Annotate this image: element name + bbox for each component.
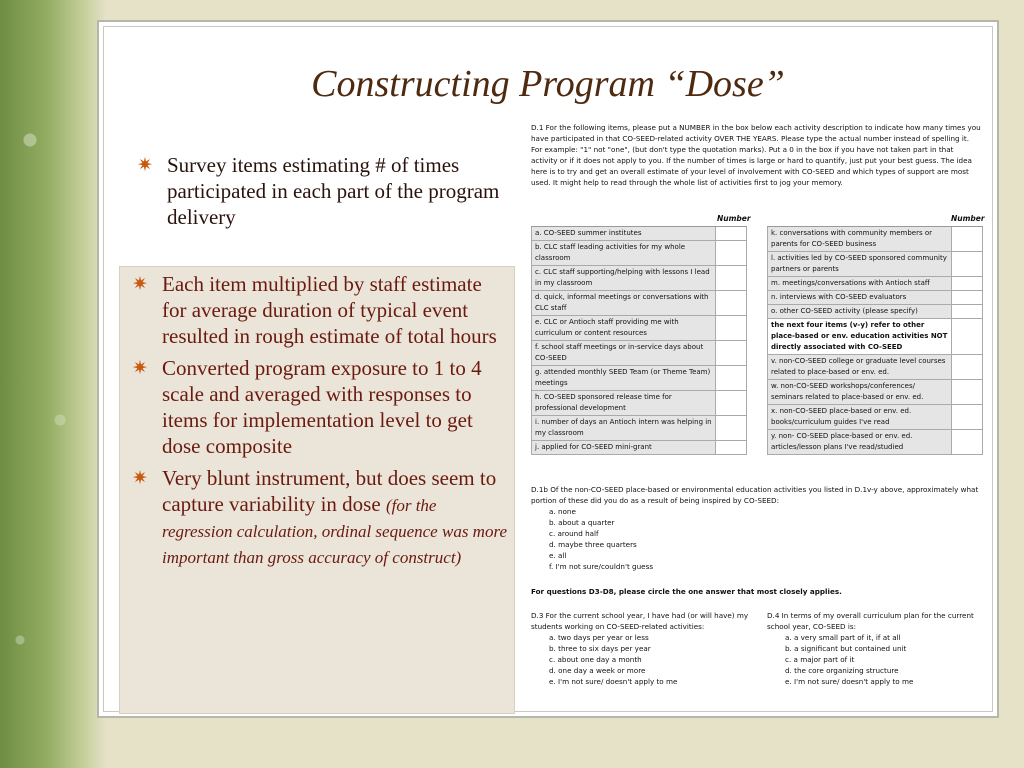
- activity-label: l. activities led by CO-SEED sponsored community partners or parents: [767, 252, 951, 276]
- table-row: [531, 441, 747, 455]
- number-input-box[interactable]: [951, 405, 983, 429]
- activity-label: i. number of days an Antioch intern was helping in my classroom: [531, 416, 715, 440]
- question-d1b: [531, 484, 981, 572]
- table-row: [767, 319, 983, 355]
- bullet-text: Converted program exposure to 1 to 4 scale and averaged with responses to items for implementation level to get dose composite: [162, 356, 482, 458]
- bullet-item: [129, 152, 519, 230]
- answer-option: f. I'm not sure/couldn't guess: [549, 562, 654, 571]
- bullet-note: (for the regression calculation, ordinal sequence was more important than gross accuracy of construct): [162, 496, 507, 567]
- number-input-box[interactable]: [715, 291, 747, 315]
- survey-form-image: [531, 122, 983, 712]
- answer-option: d. the core organizing structure: [785, 666, 899, 675]
- number-input-box[interactable]: [715, 441, 747, 454]
- left-activity-table: [531, 226, 747, 455]
- table-row: [531, 391, 747, 416]
- activity-label: n. interviews with CO-SEED evaluators: [767, 291, 951, 304]
- starburst-icon: ✷: [137, 155, 153, 176]
- table-row: [531, 366, 747, 391]
- table-row: [767, 305, 983, 319]
- bullet-item: [124, 271, 510, 349]
- number-input-box[interactable]: [715, 266, 747, 290]
- activity-label: w. non-CO-SEED workshops/conferences/ seminars related to place-based or env. ed.: [767, 380, 951, 404]
- highlight-box: [119, 266, 515, 714]
- number-column-label: Number: [717, 214, 751, 223]
- question-text: D.3 For the current school year, I have had (or will have) my students working on CO-SEED-related activities:: [531, 611, 749, 631]
- question-text: D.1b Of the non-CO-SEED place-based or environmental education activities you listed in D.1v-y above, approximately what portion of these did you do as a result of being inspired by CO-SEED:: [531, 485, 979, 505]
- starburst-icon: ✷: [132, 468, 148, 489]
- activity-label: f. school staff meetings or in-service days about CO-SEED: [531, 341, 715, 365]
- bullet-item: [124, 465, 510, 569]
- table-row: [767, 430, 983, 455]
- table-row: [531, 227, 747, 241]
- table-row: [531, 291, 747, 316]
- answer-option: a. none: [549, 507, 576, 516]
- activity-label: h. CO-SEED sponsored release time for professional development: [531, 391, 715, 415]
- number-input-box[interactable]: [715, 391, 747, 415]
- activity-label: y. non- CO-SEED place-based or env. ed. articles/lesson plans I've read/studied: [767, 430, 951, 454]
- answer-option: a. two days per year or less: [549, 633, 649, 642]
- bullet-text: Survey items estimating # of times participated in each part of the program delivery: [167, 153, 500, 229]
- number-input-box[interactable]: [715, 227, 747, 240]
- starburst-icon: ✷: [132, 274, 148, 295]
- top-bullet-list: [129, 152, 519, 236]
- number-input-box[interactable]: [715, 341, 747, 365]
- number-input-box[interactable]: [951, 277, 983, 290]
- question-d3: [531, 610, 753, 687]
- number-input-box[interactable]: [951, 305, 983, 318]
- activity-label: x. non-CO-SEED place-based or env. ed. books/curriculum guides I've read: [767, 405, 951, 429]
- activity-label: b. CLC staff leading activities for my whole classroom: [531, 241, 715, 265]
- answer-option: c. about one day a month: [549, 655, 642, 664]
- answer-option: e. I'm not sure/ doesn't apply to me: [549, 677, 678, 686]
- activity-label: c. CLC staff supporting/helping with lessons I lead in my classroom: [531, 266, 715, 290]
- activity-label: g. attended monthly SEED Team (or Theme Team) meetings: [531, 366, 715, 390]
- activity-label: o. other CO-SEED activity (please specify): [767, 305, 951, 318]
- question-text: D.4 In terms of my overall curriculum plan for the current school year, CO-SEED is:: [767, 611, 974, 631]
- table-row: [767, 405, 983, 430]
- table-row: [531, 316, 747, 341]
- answer-option: d. one day a week or more: [549, 666, 646, 675]
- answer-option: e. I'm not sure/ doesn't apply to me: [785, 677, 914, 686]
- table-row: [531, 341, 747, 366]
- table-row: [767, 252, 983, 277]
- activity-label: e. CLC or Antioch staff providing me with curriculum or content resources: [531, 316, 715, 340]
- table-row: [531, 416, 747, 441]
- answer-option: c. a major part of it: [785, 655, 855, 664]
- table-row: [531, 241, 747, 266]
- answer-option: e. all: [549, 551, 567, 560]
- activity-label: j. applied for CO-SEED mini-grant: [531, 441, 715, 454]
- starburst-icon: ✷: [132, 358, 148, 379]
- table-row: [767, 227, 983, 252]
- answer-option: c. around half: [549, 529, 599, 538]
- number-input-box[interactable]: [715, 316, 747, 340]
- number-input-box: [951, 319, 983, 354]
- table-row: [767, 291, 983, 305]
- answer-option: d. maybe three quarters: [549, 540, 637, 549]
- slide-title: Constructing Program “Dose”: [311, 63, 785, 105]
- table-row: [767, 277, 983, 291]
- slide: [97, 20, 999, 718]
- number-input-box[interactable]: [951, 430, 983, 454]
- answer-option: b. a significant but contained unit: [785, 644, 907, 653]
- activity-label: v. non-CO-SEED college or graduate level courses related to place-based or env. ed.: [767, 355, 951, 379]
- number-input-box[interactable]: [951, 227, 983, 251]
- activity-label: the next four items (v-y) refer to other place-based or env. education activities NOT directly associated with CO-SEED: [767, 319, 951, 354]
- bullet-text: Each item multiplied by staff estimate for average duration of typical event resulted in rough estimate of total hours: [162, 272, 497, 348]
- table-row: [767, 380, 983, 405]
- bullet-text: Very blunt instrument, but does seem to capture variability in dose: [162, 466, 497, 516]
- answer-option: a. a very small part of it, if at all: [785, 633, 901, 642]
- table-row: [767, 355, 983, 380]
- table-row: [531, 266, 747, 291]
- form-intro: D.1 For the following items, please put a NUMBER in the box below each activity description to indicate how many times you have participated in that CO-SEED-related activity OVER THE YEARS. Please type the actual number instead of spelling it. For example: "1" not "one", (but don't type the quotation marks). Put a 0 in the box if you have not taken part in that activity or if it does not apply to you. If the number of times is large or hard to quantify, just put your best guess. The idea here is to try and get an overall estimate of your level of involvement with CO-SEED and which types of support are most used. It might help to read through the whole list of activities first to jog your memory.: [531, 123, 981, 187]
- number-input-box[interactable]: [715, 416, 747, 440]
- number-column-label: Number: [951, 214, 985, 223]
- number-input-box[interactable]: [715, 366, 747, 390]
- answer-option: b. three to six days per year: [549, 644, 651, 653]
- number-input-box[interactable]: [715, 241, 747, 265]
- activity-label: m. meetings/conversations with Antioch staff: [767, 277, 951, 290]
- number-input-box[interactable]: [951, 252, 983, 276]
- number-input-box[interactable]: [951, 380, 983, 404]
- background-leaf-photo: [0, 0, 105, 768]
- number-input-box[interactable]: [951, 355, 983, 379]
- question-d4: [767, 610, 983, 687]
- activity-label: k. conversations with community members or parents for CO-SEED business: [767, 227, 951, 251]
- answer-option: b. about a quarter: [549, 518, 615, 527]
- right-activity-table: [767, 226, 983, 455]
- activity-label: a. CO-SEED summer institutes: [531, 227, 715, 240]
- number-input-box[interactable]: [951, 291, 983, 304]
- activity-label: d. quick, informal meetings or conversations with CLC staff: [531, 291, 715, 315]
- instruction-text: For questions D3-D8, please circle the one answer that most closely applies.: [531, 587, 842, 596]
- bullet-item: [124, 355, 510, 459]
